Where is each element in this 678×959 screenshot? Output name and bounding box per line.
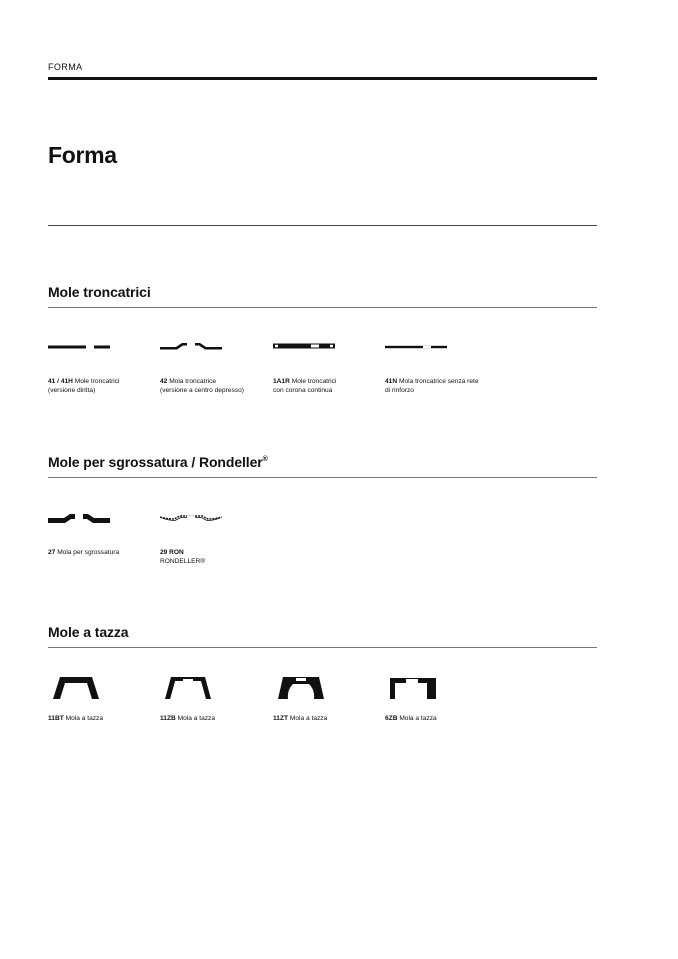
shape-caption: 27 Mola per sgrossatura [48, 549, 120, 556]
shape-item [273, 676, 387, 723]
shape-caption: 41 / 41H Mole troncatrici (versione diritta) [48, 378, 120, 394]
shape-caption: 41N Mola troncatrice senza rete di rinforzo [385, 378, 479, 394]
flat-thin-wheel-icon [385, 343, 447, 351]
shape-item [385, 343, 495, 395]
shape-code: 11ZT [273, 715, 289, 722]
shape-code: 27 [48, 549, 56, 556]
section-mole-tazza [48, 624, 597, 748]
page-title: Forma [48, 142, 117, 168]
section-title: Mole troncatrici [48, 284, 151, 300]
shape-caption: 11BT Mola a tazza [48, 715, 103, 722]
grinding-wheel-icon [48, 513, 110, 525]
title-divider [48, 225, 597, 226]
cup-wheel-11zb-icon [164, 676, 212, 700]
section-title: Mole a tazza [48, 624, 129, 640]
shape-caption: 11ZT Mola a tazza [273, 715, 328, 722]
section-mole-sgrossatura [48, 454, 597, 578]
continuous-rim-wheel-icon [273, 342, 335, 351]
shape-code: 29 RON [160, 549, 184, 556]
running-header: FORMA [48, 62, 83, 72]
shape-code: 41 / 41H [48, 378, 73, 385]
shape-code: 41N [385, 378, 398, 385]
shape-code: 1A1R [273, 378, 290, 385]
shape-item [48, 343, 158, 395]
shape-item [160, 676, 274, 723]
flat-wheel-icon [48, 343, 110, 351]
shape-code: 11ZB [160, 715, 176, 722]
shape-item [160, 341, 270, 395]
shape-caption: 11ZB Mola a tazza [160, 715, 215, 722]
shape-caption: 1A1R Mole troncatrici con corona continua [273, 378, 337, 394]
shape-caption: 42 Mola troncatrice (versione a centro depresso) [160, 378, 244, 394]
shape-code: 11BT [48, 715, 64, 722]
shape-item [48, 513, 158, 557]
cup-wheel-6zb-icon [389, 676, 437, 700]
section-mole-troncatrici [48, 284, 597, 408]
shape-code: 42 [160, 378, 168, 385]
shape-item [385, 676, 499, 723]
shape-item [160, 513, 270, 566]
shape-code: 6ZB [385, 715, 398, 722]
depressed-center-wheel-icon [160, 341, 222, 351]
shape-item [48, 676, 162, 723]
shape-item [273, 342, 383, 395]
section-title: Mole per sgrossatura / Rondeller® [48, 454, 268, 470]
cup-wheel-11zt-icon [277, 676, 325, 700]
shape-caption: 29 RON RONDELLER® [160, 549, 206, 565]
header-rule [48, 77, 597, 80]
shape-caption: 6ZB Mola a tazza [385, 715, 437, 722]
rondeller-disc-icon [160, 513, 222, 525]
cup-wheel-11bt-icon [52, 676, 100, 700]
